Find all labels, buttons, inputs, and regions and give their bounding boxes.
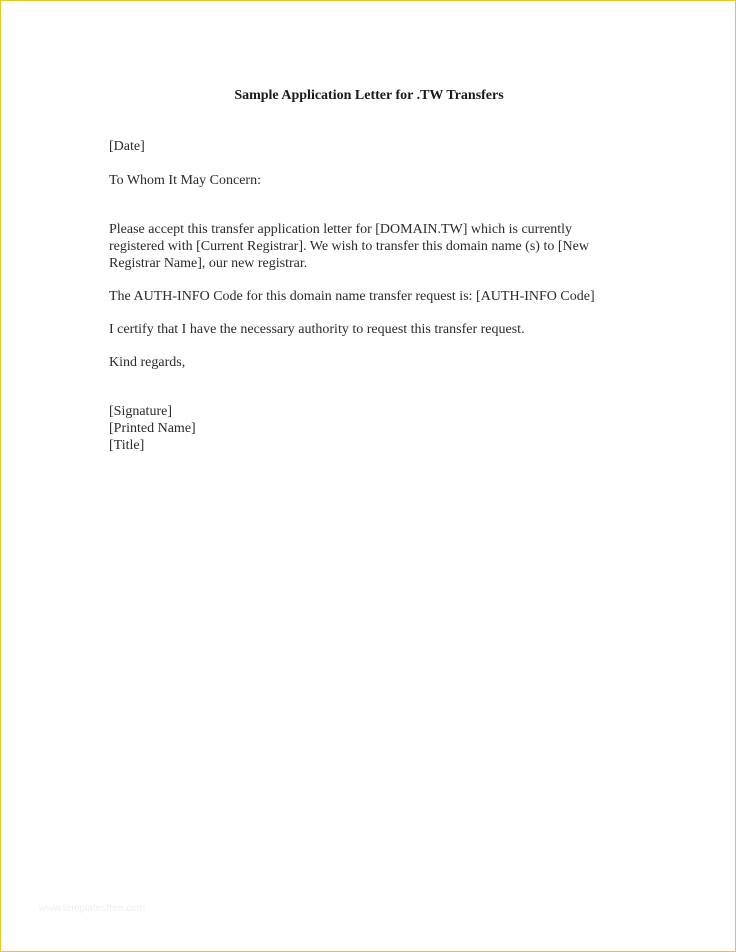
- certify-paragraph: I certify that I have the necessary authority to request this transfer request.: [109, 322, 525, 337]
- paragraph-1-line-3: Registrar Name], our new registrar.: [109, 256, 308, 271]
- paragraph-1-line-2: registered with [Current Registrar]. We wish to transfer this domain name (s) to [New: [109, 239, 589, 254]
- closing: Kind regards,: [109, 355, 186, 370]
- date-placeholder: [Date]: [109, 139, 145, 154]
- title-line: [Title]: [109, 438, 145, 453]
- letter-title: Sample Application Letter for .TW Transfers: [234, 88, 504, 103]
- paragraph-1-line-1: Please accept this transfer application letter for [DOMAIN.TW] which is currently: [109, 222, 572, 237]
- watermark: www.templatesfree.com: [39, 903, 146, 914]
- signature-line: [Signature]: [109, 404, 172, 419]
- salutation: To Whom It May Concern:: [109, 173, 261, 188]
- auth-info-paragraph: The AUTH-INFO Code for this domain name transfer request is: [AUTH-INFO Code]: [109, 289, 595, 304]
- printed-name-line: [Printed Name]: [109, 421, 196, 436]
